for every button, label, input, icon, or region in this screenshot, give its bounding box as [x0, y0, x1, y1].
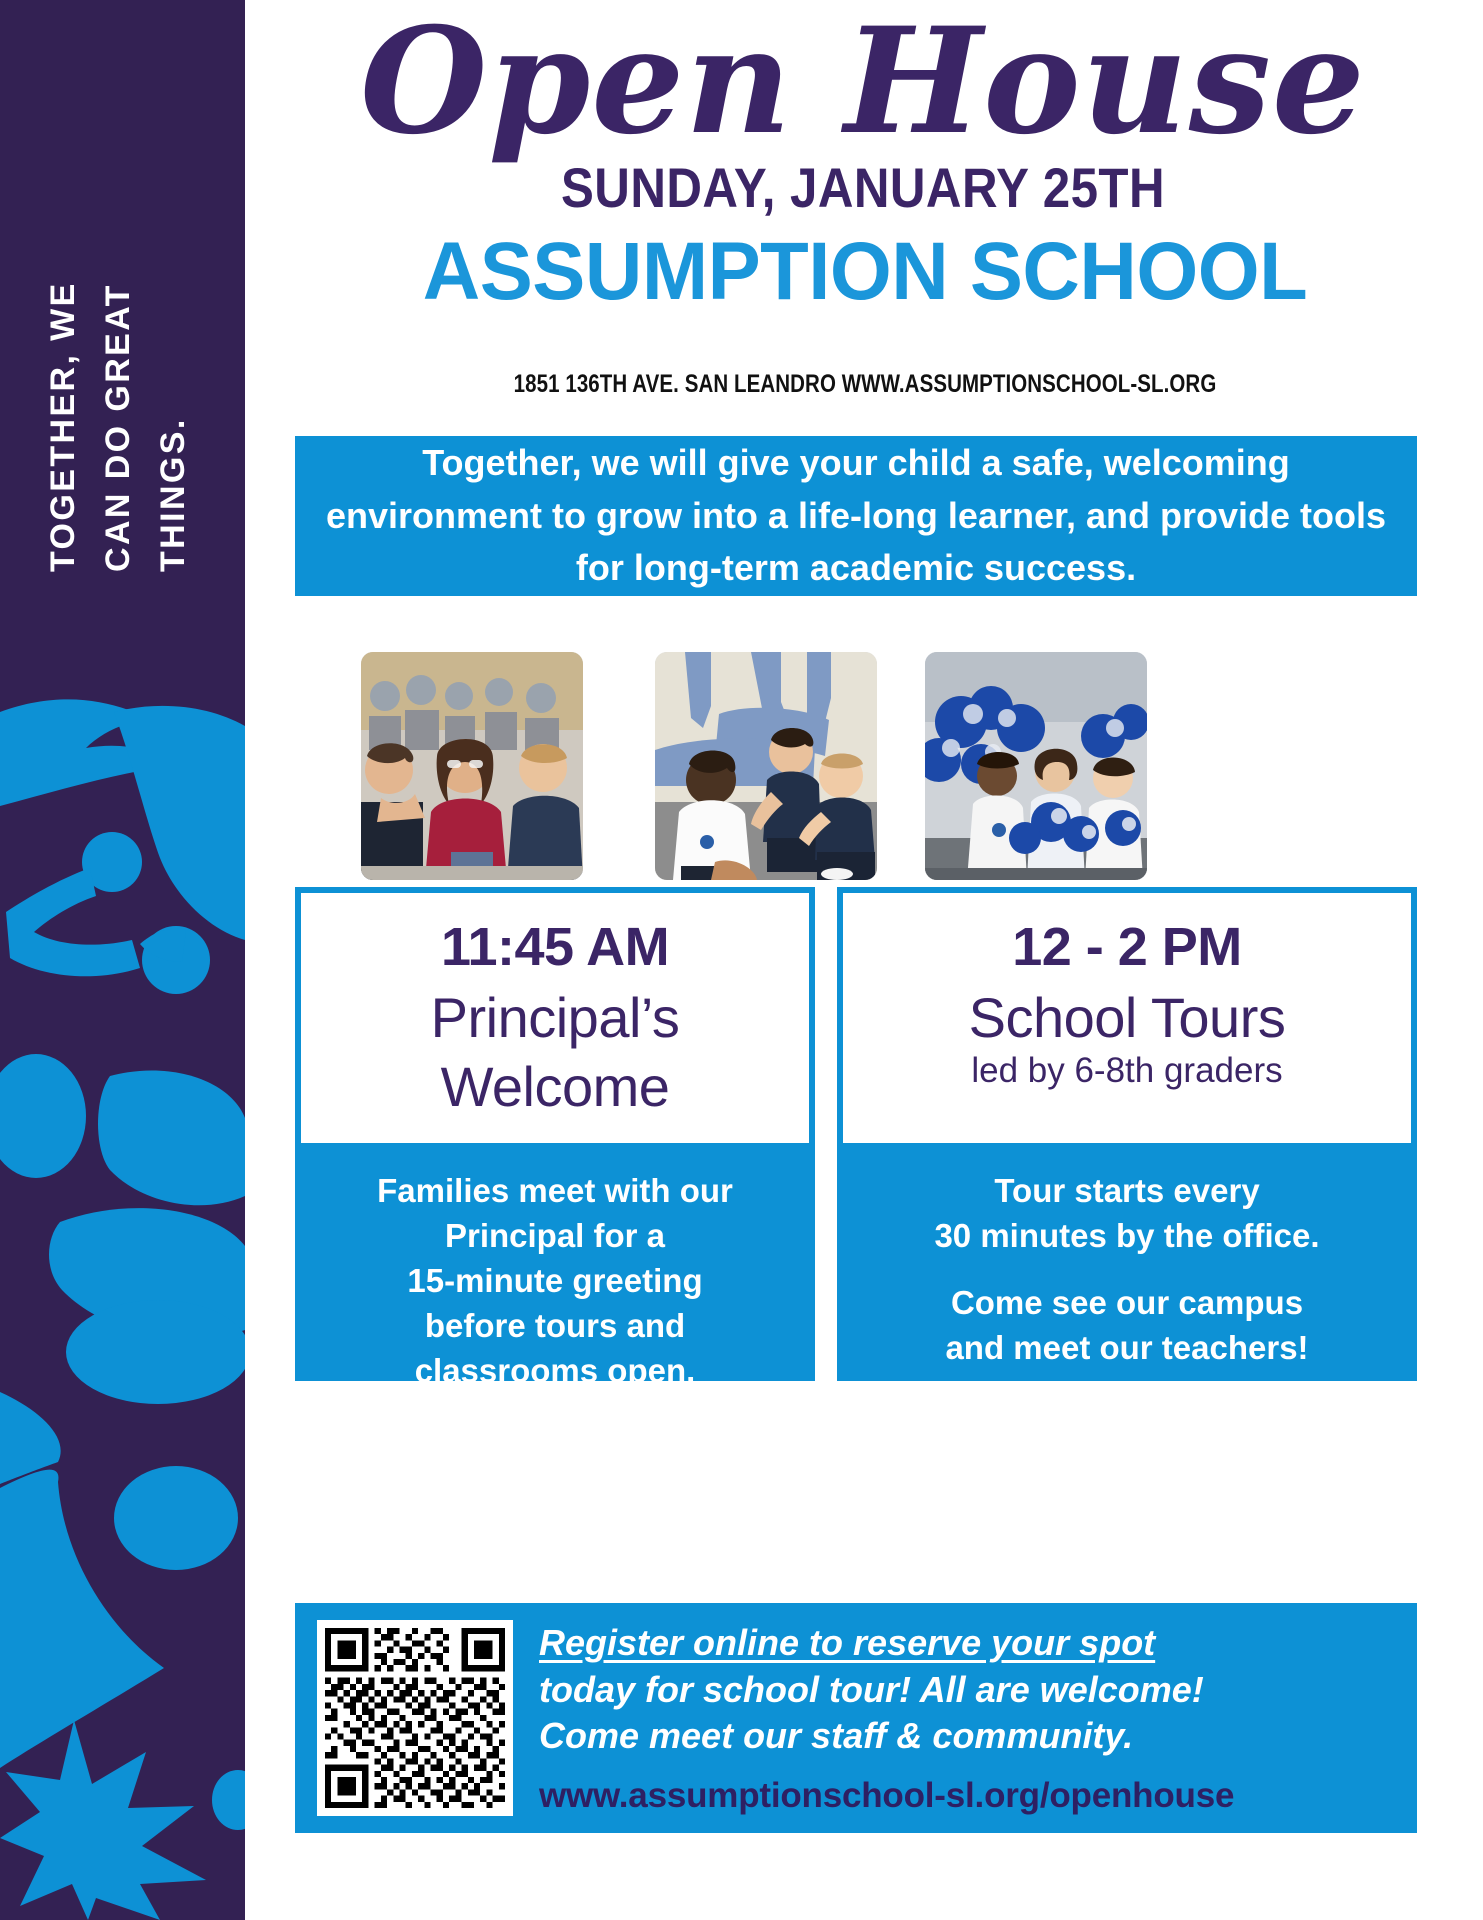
schedule-time: 12 - 2 PM — [1012, 917, 1242, 977]
body-line: classrooms open. — [414, 1351, 696, 1389]
schedule-card-header — [295, 887, 815, 1149]
schedule-time: 11:45 AM — [440, 917, 670, 977]
qr-code-icon[interactable] — [317, 1620, 513, 1816]
photo-strip — [295, 652, 1417, 770]
body-line: Principal for a — [444, 1216, 666, 1254]
schedule-card-header — [837, 887, 1417, 1149]
schedule-card-body — [295, 1149, 815, 1389]
school-name: ASSUMPTION SCHOOL — [422, 226, 1308, 317]
schedule-subtitle: led by 6-8th graders — [971, 1051, 1283, 1091]
body-line: before tours and — [424, 1306, 686, 1344]
register-banner — [295, 1603, 1417, 1833]
register-line-3: Come meet our staff & community. — [539, 1715, 1134, 1757]
page-title: Open House — [360, 0, 1366, 167]
register-headline: Register online to reserve your spot — [539, 1621, 1156, 1663]
tagline-line-2: CAN DO GREAT — [99, 283, 138, 572]
register-url[interactable]: www.assumptionschool-sl.org/openhouse — [539, 1776, 1235, 1816]
body-line: Come see our campus — [950, 1283, 1304, 1321]
schedule-card-principal-welcome — [295, 887, 815, 1389]
photo-students-listening — [361, 652, 583, 880]
photo-pom-pom-rally — [925, 652, 1147, 880]
body-line: and meet our teachers! — [945, 1328, 1309, 1366]
schedule-title-line-1: Principal’s — [430, 985, 680, 1049]
body-line: Families meet with our — [377, 1172, 733, 1209]
body-line: Tour starts every — [994, 1172, 1260, 1209]
left-sidebar — [0, 0, 245, 1920]
event-date: SUNDAY, JANUARY 25TH — [560, 156, 1165, 219]
body-line: 15-minute greeting — [407, 1261, 703, 1299]
tagline-line-3: THINGS. — [154, 417, 193, 572]
sidebar-tagline — [0, 0, 245, 600]
schedule-card-body — [837, 1149, 1417, 1381]
tagline-line-1: TOGETHER, WE — [44, 281, 82, 572]
schedule-card-school-tours — [837, 887, 1417, 1381]
register-line-2: today for school tour! All are welcome! — [539, 1668, 1204, 1710]
schedule-title-line-2: Welcome — [440, 1055, 670, 1119]
intro-text: Together, we will give your child a safe, welcoming environment to grow into a life-long learner, and provide tools for long-term academic success. — [325, 441, 1387, 589]
address-and-website: 1851 136TH AVE. SAN LEANDRO WWW.ASSUMPTIONSCHOOL-SL.ORG — [513, 370, 1217, 398]
register-text-block — [513, 1620, 1391, 1816]
body-line: 30 minutes by the office. — [934, 1216, 1320, 1254]
body-spacer — [853, 1259, 1401, 1281]
photo-boys-by-mural — [655, 652, 877, 880]
intro-banner — [295, 436, 1417, 596]
flyer-main-content — [245, 0, 1483, 1920]
schedule-title-line-1: School Tours — [968, 985, 1286, 1049]
